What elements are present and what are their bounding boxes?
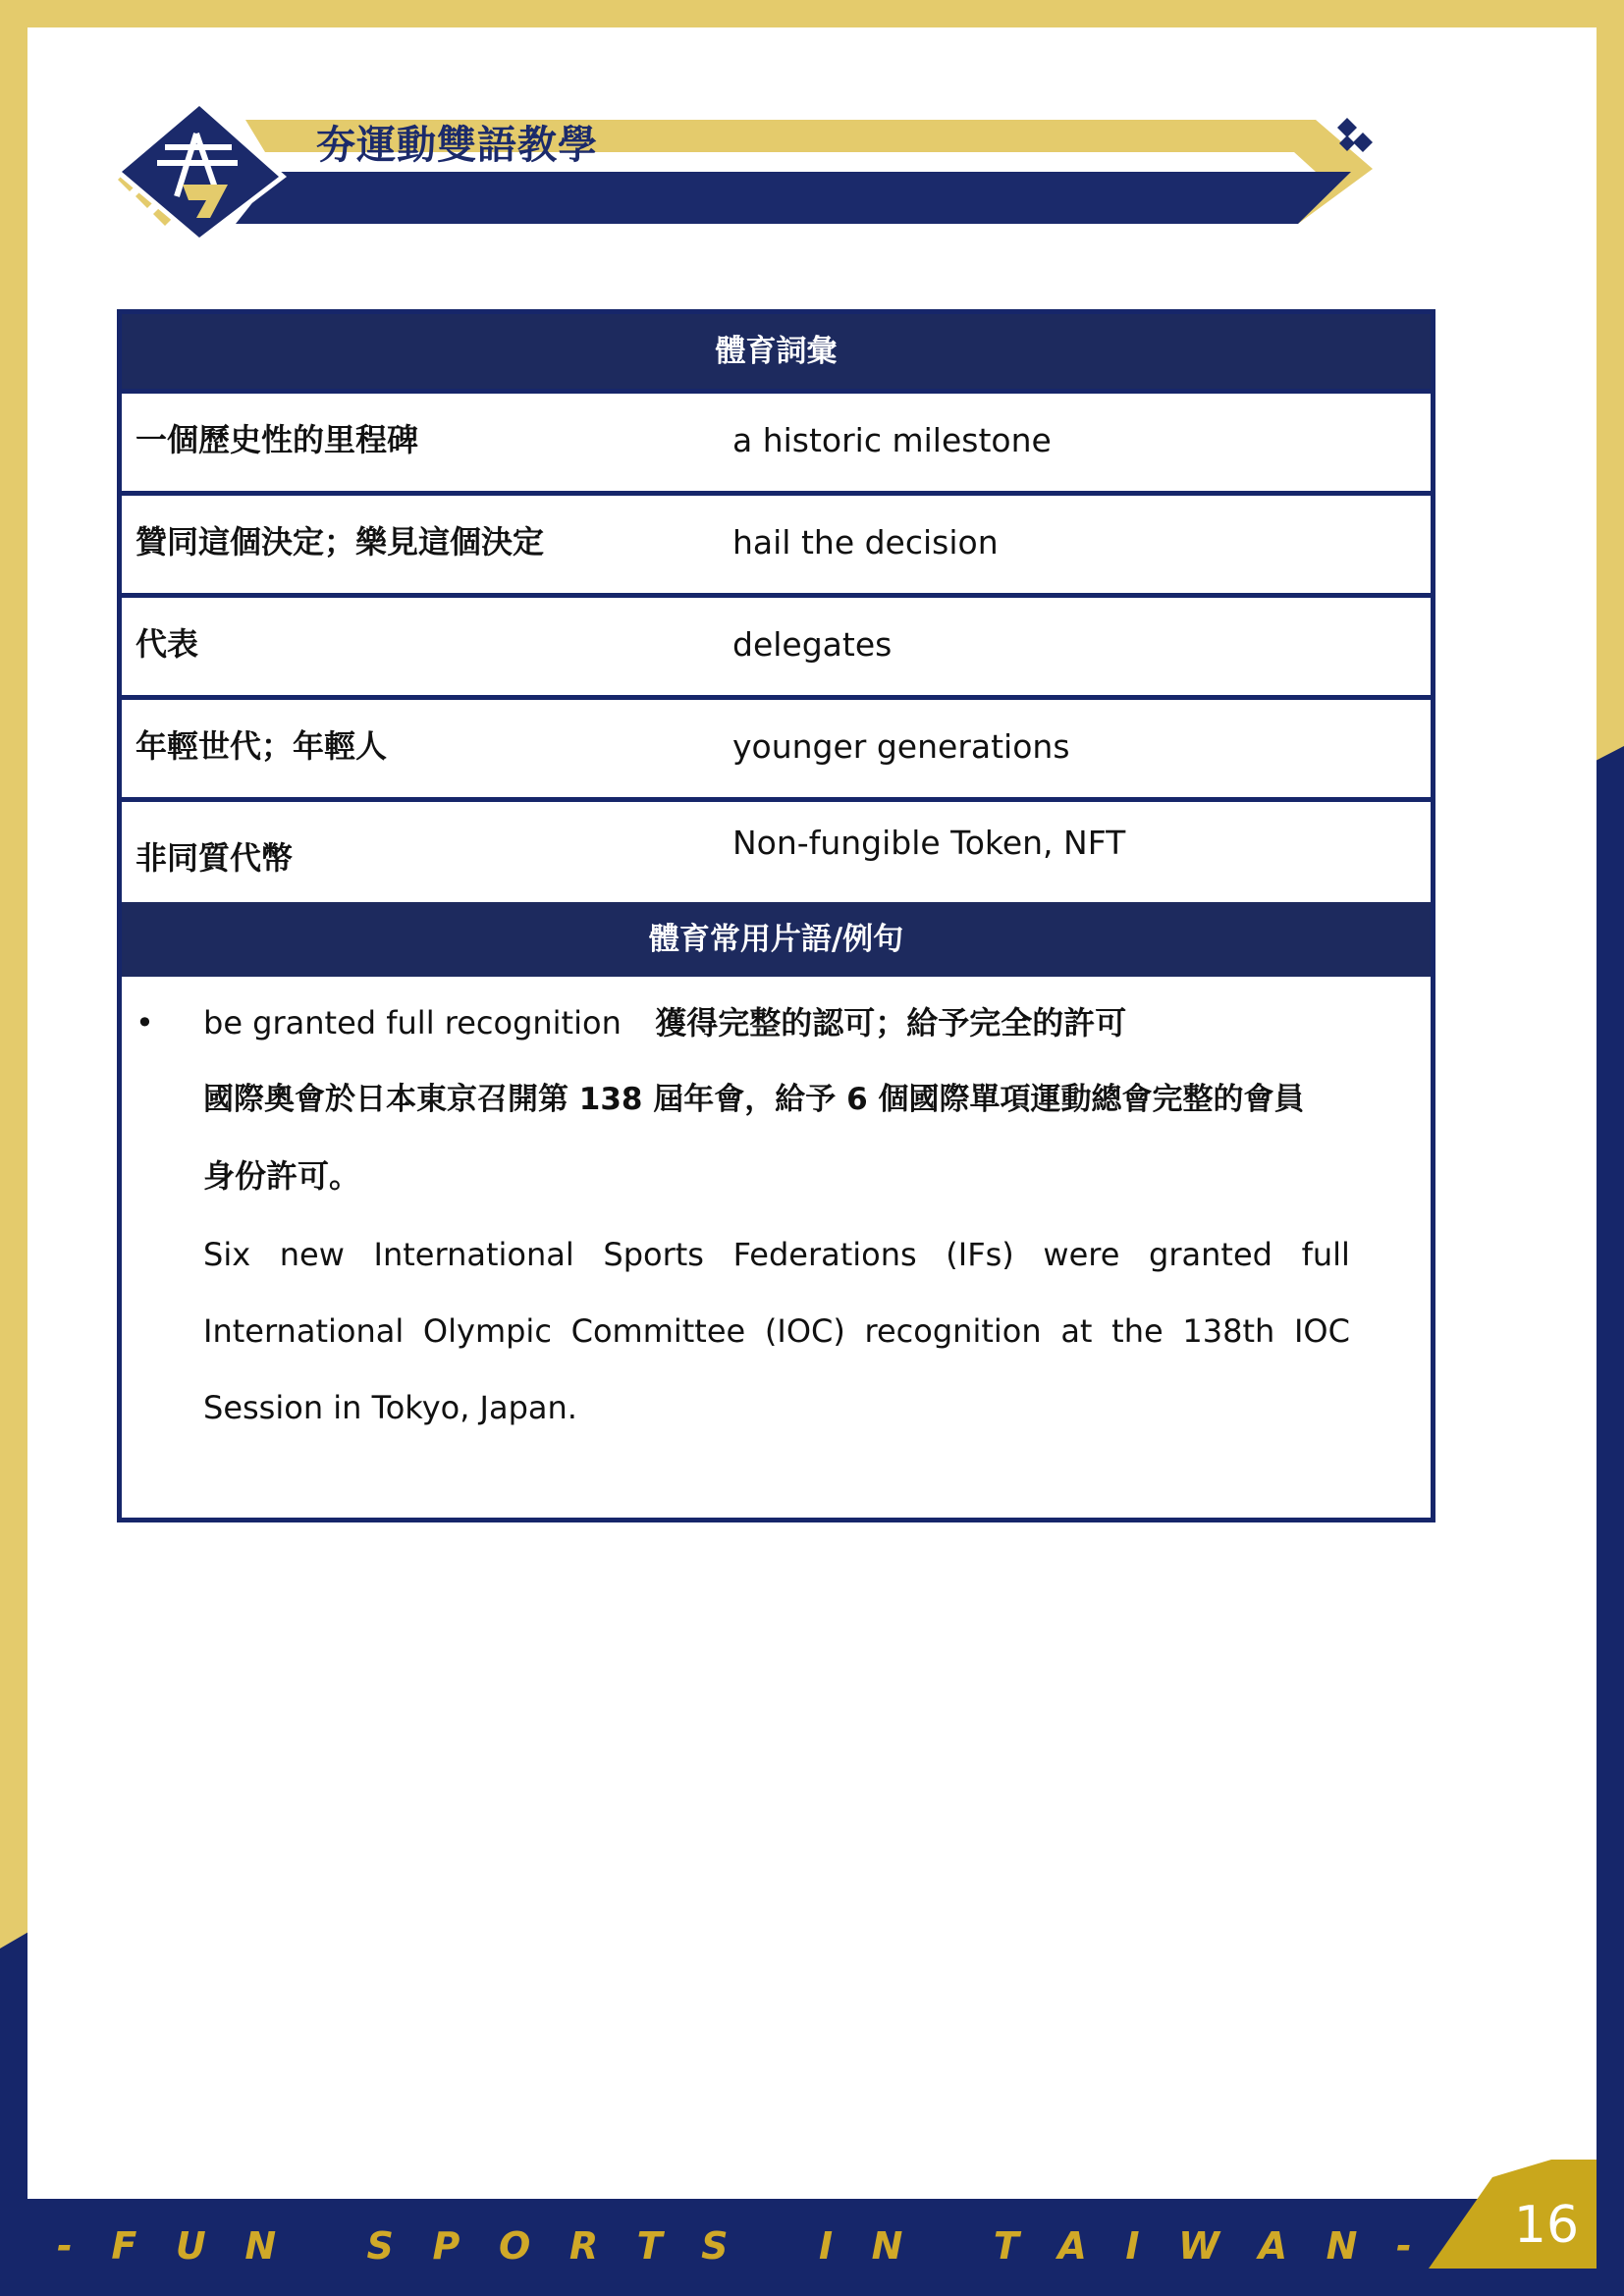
vocab-en: delegates (732, 625, 893, 664)
word: (IFs) (946, 1236, 1014, 1273)
header-title: 夯運動雙語教學 (316, 123, 598, 168)
page-number: 16 (1513, 2196, 1580, 2255)
slogan-char: W (1178, 2224, 1219, 2268)
vocab-en: younger generations (732, 727, 1070, 766)
word: new (279, 1236, 345, 1273)
word: the (1111, 1312, 1164, 1350)
table-row (122, 491, 1431, 589)
slogan-char: R (568, 2224, 599, 2268)
vocab-table (117, 309, 1435, 1522)
word: full (1301, 1236, 1350, 1273)
slogan-char: U (175, 2224, 206, 2268)
table-row (122, 593, 1431, 691)
table-row (122, 695, 1431, 793)
example-zh-line: 國際奧會於日本東京召開第 138 屆年會，給予 6 個國際單項運動總會完整的會員 (203, 1082, 1305, 1117)
word: (IOC) (764, 1312, 845, 1350)
vocab-en: Non-fungible Token, NFT (732, 824, 1126, 862)
vocab-en: hail the decision (732, 523, 999, 561)
example-en-line-1 (203, 1216, 1350, 1293)
slogan-char: N (871, 2224, 903, 2268)
phrase-section-title: 體育常用片語/例句 (122, 902, 1431, 977)
slogan-char: T (993, 2224, 1019, 2268)
slogan-char: - (57, 2224, 73, 2268)
word: Olympic (422, 1312, 552, 1350)
phrase-en: be granted full recognition (203, 1004, 622, 1041)
word: were (1043, 1236, 1120, 1273)
slogan-char: A (1057, 2224, 1087, 2268)
banner-navy-stripe (236, 172, 1351, 224)
word: International (373, 1236, 574, 1273)
header-banner (0, 0, 1624, 255)
slogan-char (315, 2218, 328, 2273)
vocab-zh: 一個歷史性的里程碑 (135, 421, 419, 458)
vocab-zh: 年輕世代；年輕人 (135, 727, 388, 765)
vocab-zh: 贊同這個決定；樂見這個決定 (135, 523, 545, 561)
slogan-char: N (1326, 2224, 1358, 2268)
phrase-heading (203, 985, 1350, 1061)
footer-slogan (57, 2218, 1412, 2273)
slogan-char: P (432, 2224, 460, 2268)
word: Federations (732, 1236, 917, 1273)
word: Committee (570, 1312, 746, 1350)
vocab-section-title: 體育詞彙 (122, 314, 1431, 389)
slogan-char: S (701, 2224, 729, 2268)
word: International (203, 1312, 405, 1350)
slogan-char (942, 2218, 954, 2273)
slogan-char: F (111, 2224, 137, 2268)
word: IOC (1293, 1312, 1350, 1350)
example-en-line-2 (203, 1293, 1350, 1369)
slogan-char: I (1125, 2224, 1140, 2268)
phrase-zh: 獲得完整的認可；給予完全的許可 (655, 1004, 1127, 1041)
slogan-char: T (636, 2224, 663, 2268)
slogan-char: A (1258, 2224, 1287, 2268)
vocab-en: a historic milestone (732, 421, 1052, 459)
slogan-char: I (818, 2224, 834, 2268)
word: Sports (603, 1236, 704, 1273)
table-row (122, 797, 1431, 895)
slogan-char: N (244, 2224, 277, 2268)
example-en-line-3: Session in Tokyo, Japan. (203, 1389, 577, 1426)
banner-right-dots (1337, 118, 1357, 137)
bullet: • (135, 1004, 154, 1041)
slogan-char (767, 2218, 780, 2273)
vocab-zh: 非同質代幣 (135, 839, 294, 877)
word: granted (1149, 1236, 1272, 1273)
vocab-zh: 代表 (135, 625, 199, 663)
table-row (122, 389, 1431, 487)
word: 138th (1182, 1312, 1275, 1350)
slogan-char: O (498, 2224, 531, 2268)
word: at (1060, 1312, 1093, 1350)
word: Six (203, 1236, 251, 1273)
word: recognition (864, 1312, 1042, 1350)
example-zh-line: 身份許可。 (203, 1157, 361, 1195)
slogan-char: - (1395, 2224, 1412, 2268)
slogan-char: S (366, 2224, 394, 2268)
